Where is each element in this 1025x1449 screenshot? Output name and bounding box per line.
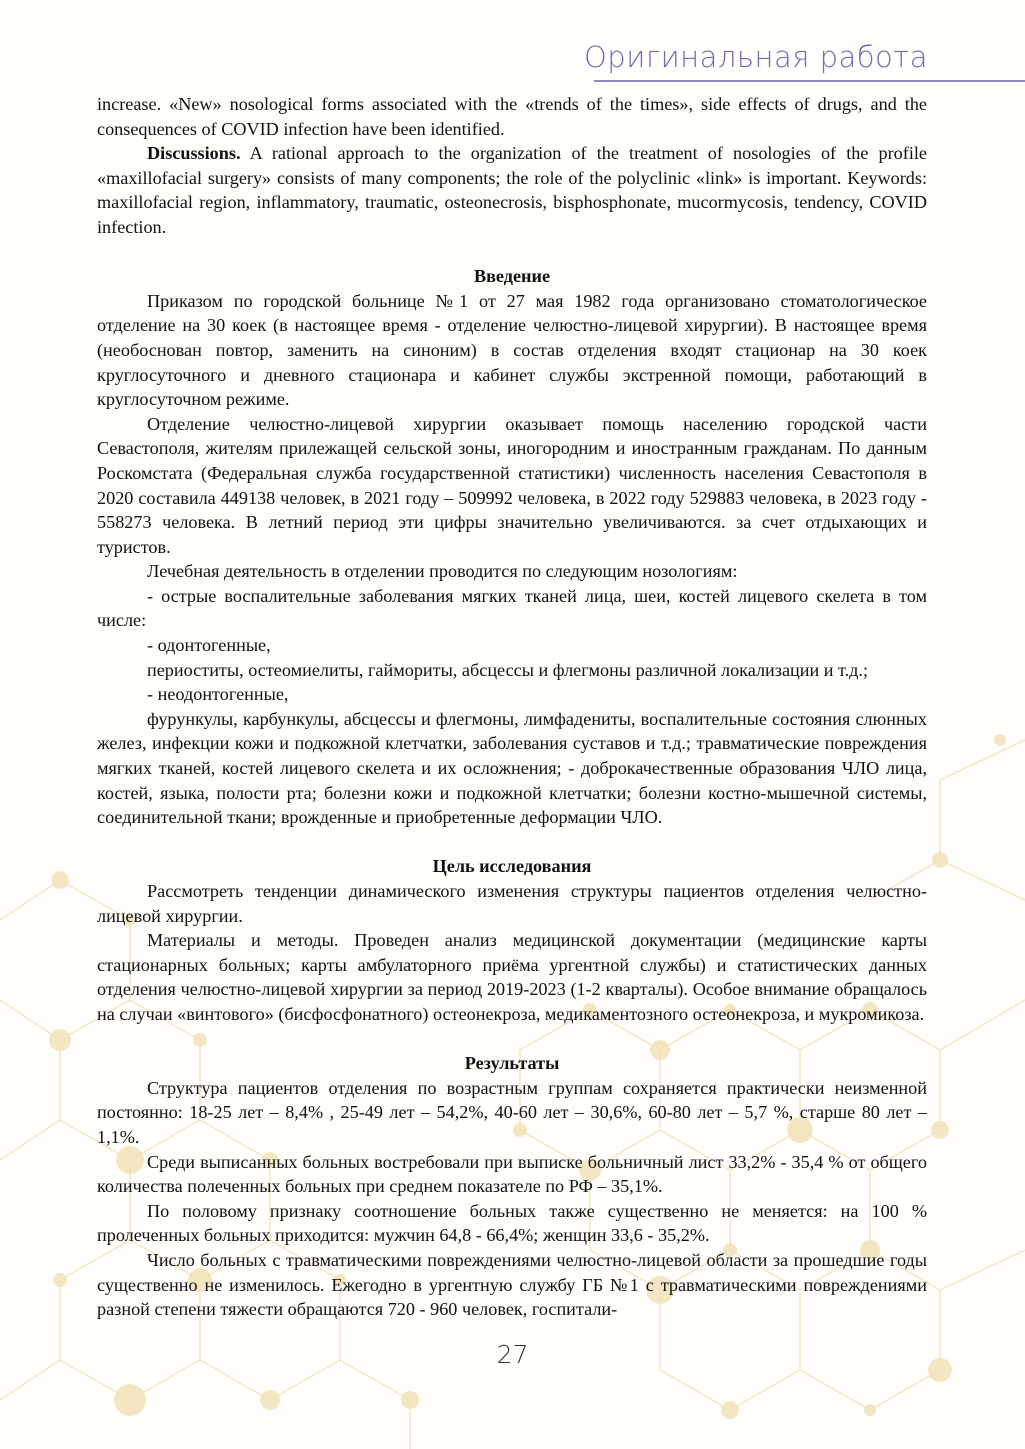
results-heading: Результаты xyxy=(464,1053,560,1074)
article-body xyxy=(97,92,927,1322)
page-number: 27 xyxy=(496,1340,529,1369)
intro-list-item: - острые воспалительные заболевания мягких тканей лица, шеи, костей лицевого скелета в том числе: xyxy=(97,585,927,631)
results-paragraph: По половому признаку соотношение больных также существенно не меняется: на 100 % пролеченных больных приходится: мужчин 64,8 - 66,4%; женщин 33,6 - 35,2%. xyxy=(97,1200,927,1246)
results-paragraph: Структура пациентов отделения по возрастным группам сохраняется практически неизменной постоянно: 18-25 лет – 8,4% , 25-49 лет – 54,2%, 40-60 лет – 30,6%, 60-80 лет – 5,7 %, старше 80 лет – 1,1%. xyxy=(97,1077,927,1147)
discussions-text: A rational approach to the organization of the treatment of nosologies of the profile «maxillofacial surgery» consists of many components; the role of the polyclinic «link» is important. Keywords: maxillofacial region, inflammatory, traumatic, osteonecrosis, bisphosphonate, mucormycosis, tendency, COVID infection. xyxy=(97,143,927,237)
intro-list-item: - неодонтогенные, xyxy=(147,684,289,705)
methods-paragraph: Материалы и методы. Проведен анализ медицинской документации (медицинские карты стационарных больных; карты амбулаторного приёма ургентной службы) и статистических данных отделения челюстно-лицевой хирургии за период 2019-2023 (1-2 кварталы). Особое внимание обращалось на случаи «винтового» (бисфосфонатного) остеонекроза, медикаментозного остеонекроза, и мукромикоза. xyxy=(97,930,927,1024)
intro-list-item: - одонтогенные, xyxy=(147,635,271,656)
results-paragraph: Среди выписанных больных востребовали при выписке больничный лист 33,2% - 35,4 % от общего количества полеченных больных при среднем показателе по РФ – 35,1%. xyxy=(97,1151,927,1197)
intro-paragraph: Лечебная деятельность в отделении проводится по следующим нозологиям: xyxy=(147,561,738,582)
results-paragraph: Число больных с травматическими повреждениями челюстно-лицевой области за прошедшие годы существенно не изменилось. Ежегодно в ургентную службу ГБ №1 с травматическими повреждениями разной степени тяжести обращаются 720 - 960 человек, госпитали- xyxy=(97,1249,927,1320)
aim-heading: Цель исследования xyxy=(432,856,592,877)
intro-heading: Введение xyxy=(473,266,551,287)
intro-paragraph: Отделение челюстно-лицевой хирургии оказывает помощь населению городской части Севастополя, жителям прилежащей сельской зоны, иногородним и иностранным гражданам. По данным Роскомстата (Федеральная служба государственной статистики) численность населения Севастополя в 2020 составила 449138 человек, в 2021 году – 509992 человека, в 2022 году 529883 человека, в 2023 году - 558273 человека. В летний период эти цифры значительно увеличиваются. за счет отдыхающих и туристов. xyxy=(97,413,927,557)
section-header: Оригинальная работа xyxy=(583,40,928,74)
abstract-results-tail: increase. «New» nosological forms associated with the «trends of the times», side effects of drugs, and the consequences of COVID infection have been identified. xyxy=(97,94,927,139)
discussions-label: Discussions. xyxy=(147,143,241,164)
aim-paragraph: Рассмотреть тенденции динамического изменения структуры пациентов отделения челюстно-лицевой хирургии. xyxy=(97,881,927,926)
abstract-discussions xyxy=(97,141,927,239)
header-rule xyxy=(594,80,1025,82)
intro-list-item: периоститы, остеомиелиты, гаймориты, абсцессы и флегмоны различной локализации и т.д.; xyxy=(147,659,869,680)
intro-paragraph: фурункулы, карбункулы, абсцессы и флегмоны, лимфадениты, воспалительные состояния слюнных желез, инфекции кожи и подкожной клетчатки, заболевания суставов и т.д.; травматические повреждения мягких тканей, костей лицевого скелета и их осложнения; - доброкачественные образования ЧЛО лица, костей, языка, полости рта; болезни кожи и подкожной клетчатки; болезни костно-мышечной системы, соединительной ткани; врожденные и приобретенные деформации ЧЛО. xyxy=(97,708,927,828)
intro-paragraph: Приказом по городской больнице №1 от 27 мая 1982 года организовано стоматологическое отделение на 30 коек (в настоящее время - отделение челюстно-лицевой хирургии). В настоящее время (необоснован повтор, заменить на синоним) в состав отделения входят стационар на 30 коек круглосуточного и дневного стационара и кабинет службы экстренной помощи, работающий в круглосуточном режиме. xyxy=(97,290,927,410)
